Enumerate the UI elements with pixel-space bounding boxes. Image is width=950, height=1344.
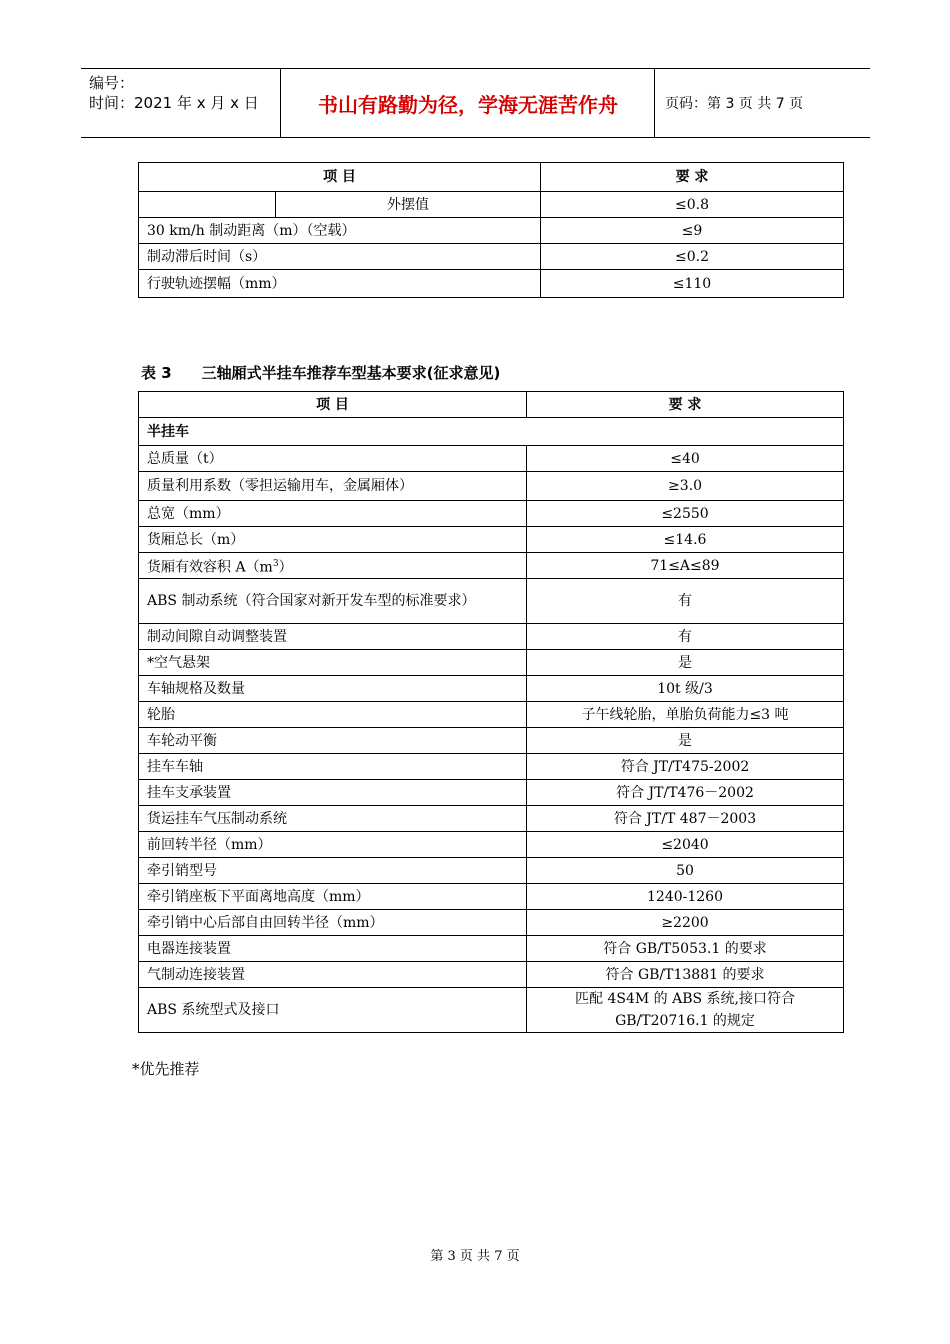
- table-title: 三轴厢式半挂车推荐车型基本要求(征求意见): [201, 364, 501, 382]
- table-row: [139, 728, 844, 754]
- row-requirement: ≤0.8: [541, 192, 844, 218]
- row-requirement: 符合 GB/T5053.1 的要求: [527, 936, 844, 962]
- row-item: 货运挂车气压制动系统: [139, 806, 527, 832]
- row-item: ABS 制动系统（符合国家对新开发车型的标准要求）: [139, 579, 527, 624]
- row-requirement: 有: [527, 624, 844, 650]
- row-requirement: 71≤A≤89: [527, 553, 844, 579]
- row-item: 挂车车轴: [139, 754, 527, 780]
- row-requirement: 1240-1260: [527, 884, 844, 910]
- row-requirement: 符合 GB/T13881 的要求: [527, 962, 844, 988]
- row-requirement: 10t 级/3: [527, 676, 844, 702]
- row-item: [139, 553, 527, 579]
- table-row: [139, 553, 844, 579]
- row-requirement: 符合 JT/T476－2002: [527, 780, 844, 806]
- table-header-row: [139, 163, 844, 192]
- row-item: 30 km/h 制动距离（m）（空载）: [139, 218, 541, 244]
- row-item: 牵引销型号: [139, 858, 527, 884]
- row-item: 质量利用系数（零担运输用车，金属厢体）: [139, 472, 527, 501]
- section-row: [139, 418, 844, 446]
- row-requirement: ≤2040: [527, 832, 844, 858]
- table-row: [139, 858, 844, 884]
- table-row: [139, 702, 844, 728]
- section-title: 半挂车: [139, 418, 844, 446]
- row-requirement: ≤14.6: [527, 527, 844, 553]
- row-item: 挂车支承装置: [139, 780, 527, 806]
- table-row: [139, 270, 844, 298]
- table-row: [139, 806, 844, 832]
- table-row: [139, 192, 844, 218]
- row-requirement: ≥2200: [527, 910, 844, 936]
- row-item: 制动间隙自动调整装置: [139, 624, 527, 650]
- table-row: [139, 579, 844, 624]
- row-item: 前回转半径（mm）: [139, 832, 527, 858]
- row-requirement: ≤0.2: [541, 244, 844, 270]
- row-item: 车轮动平衡: [139, 728, 527, 754]
- row-item: 电器连接装置: [139, 936, 527, 962]
- row-requirement: ≤110: [541, 270, 844, 298]
- table-row: [139, 218, 844, 244]
- header-motto: 书山有路勤为径，学海无涯苦作舟: [282, 69, 655, 137]
- table-caption: [141, 362, 530, 383]
- row-item: ABS 系统型式及接口: [139, 988, 527, 1033]
- row-item: 牵引销中心后部自由回转半径（mm）: [139, 910, 527, 936]
- row-item: 轮胎: [139, 702, 527, 728]
- header-requirement: 要 求: [527, 392, 844, 418]
- table-row: [139, 527, 844, 553]
- row-item: 气制动连接装置: [139, 962, 527, 988]
- row-item: *空气悬架: [139, 650, 527, 676]
- row-requirement: 匹配 4S4M 的 ABS 系统,接口符合 GB/T20716.1 的规定: [527, 988, 844, 1033]
- table-row: [139, 244, 844, 270]
- empty-cell: [139, 192, 276, 218]
- table-continued: [138, 162, 844, 298]
- requirements-table: [138, 391, 844, 1033]
- row-item: 货厢总长（m）: [139, 527, 527, 553]
- table-header-row: [139, 392, 844, 418]
- page-header: [81, 68, 870, 138]
- table-row: [139, 676, 844, 702]
- row-requirement: 符合 JT/T475-2002: [527, 754, 844, 780]
- table-row: [139, 936, 844, 962]
- table-row: [139, 650, 844, 676]
- header-page-label: 页码：第 3 页 共 7 页: [665, 96, 804, 112]
- header-requirement: 要 求: [541, 163, 844, 192]
- time-label: 时间：2021 年 x 月 x 日: [89, 94, 259, 112]
- table-row: [139, 962, 844, 988]
- row-requirement: ≤2550: [527, 501, 844, 527]
- table-row: [139, 446, 844, 472]
- table-row: [139, 832, 844, 858]
- row-item-superscript: 3: [272, 558, 279, 569]
- table-row: [139, 472, 844, 501]
- footnote: *优先推荐: [132, 1060, 200, 1078]
- row-item-text: 货厢有效容积 A（m: [147, 559, 273, 576]
- row-requirement: 子午线轮胎，单胎负荷能力≤3 吨: [527, 702, 844, 728]
- number-label: 编号：: [89, 74, 135, 92]
- row-item: 车轴规格及数量: [139, 676, 527, 702]
- header-meta: [81, 69, 281, 137]
- row-item: 制动滞后时间（s）: [139, 244, 541, 270]
- row-requirement: ≤9: [541, 218, 844, 244]
- row-item: 行驶轨迹摆幅（mm）: [139, 270, 541, 298]
- table-row: [139, 910, 844, 936]
- table-row: [139, 501, 844, 527]
- row-requirement: 符合 JT/T 487－2003: [527, 806, 844, 832]
- row-requirement: ≤40: [527, 446, 844, 472]
- table-row: [139, 624, 844, 650]
- header-item: 项 目: [139, 163, 541, 192]
- row-requirement: ≥3.0: [527, 472, 844, 501]
- row-requirement: 50: [527, 858, 844, 884]
- row-requirement: 是: [527, 650, 844, 676]
- row-item: 牵引销座板下平面离地高度（mm）: [139, 884, 527, 910]
- page-footer: 第 3 页 共 7 页: [430, 1249, 520, 1264]
- table-row: [139, 754, 844, 780]
- row-item: 总宽（mm）: [139, 501, 527, 527]
- header-item: 项 目: [139, 392, 527, 418]
- table-number: 表 3: [141, 364, 172, 382]
- table-row: [139, 780, 844, 806]
- table-row: [139, 884, 844, 910]
- row-item: 外摆值: [276, 192, 541, 218]
- row-requirement: 有: [527, 579, 844, 624]
- table-row: [139, 988, 844, 1033]
- row-requirement: 是: [527, 728, 844, 754]
- row-item-tail: ）: [278, 559, 293, 576]
- row-item: 总质量（t）: [139, 446, 527, 472]
